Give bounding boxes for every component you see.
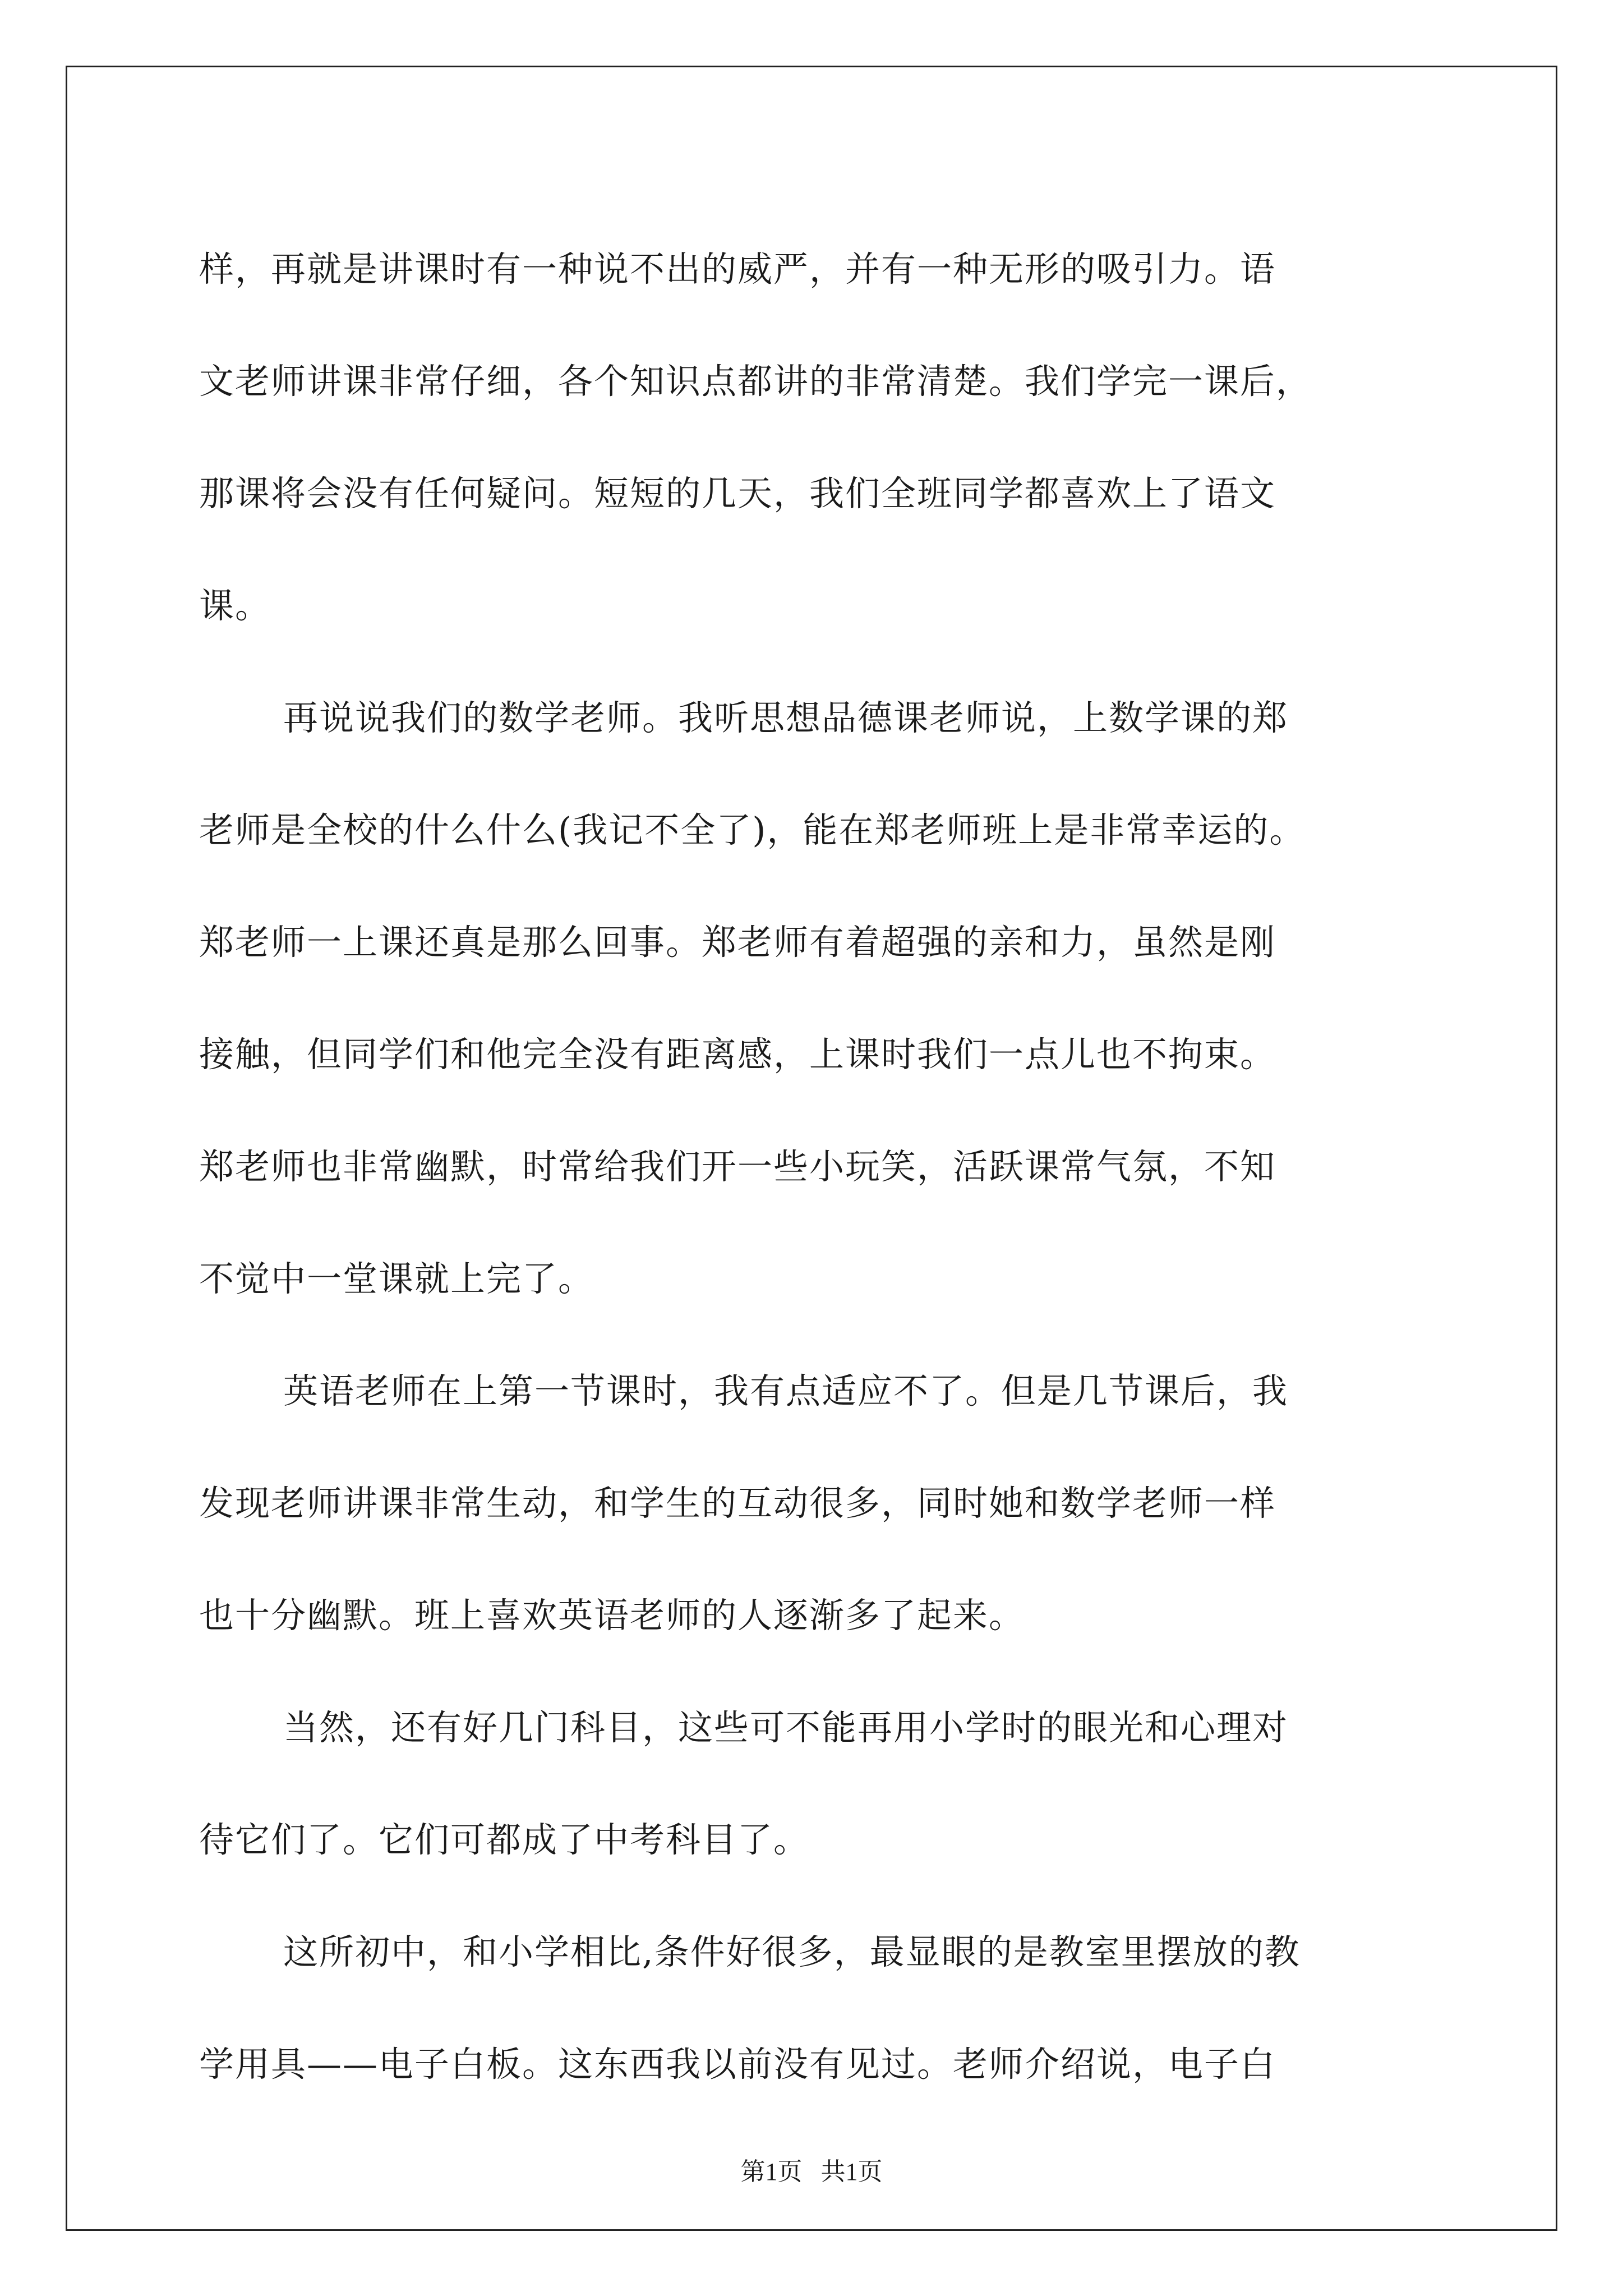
- page-number-footer: 第1页 共1页: [740, 2158, 883, 2185]
- text-line: 郑老师也非常幽默，时常给我们开一些小玩笑，活跃课常气氛，不知: [199, 1146, 1276, 1187]
- text-line: 郑老师一上课还真是那么回事。郑老师有着超强的亲和力，虽然是刚: [199, 922, 1276, 963]
- paragraph-first-line: 这所初中，和小学相比,条件好很多，最显眼的是教室里摆放的教: [283, 1931, 1301, 1972]
- paragraph-first-line: 英语老师在上第一节课时，我有点适应不了。但是几节课后，我: [283, 1370, 1289, 1411]
- text-line: 那课将会没有任何疑问。短短的几天，我们全班同学都喜欢上了语文: [199, 473, 1276, 514]
- text-line: 待它们了。它们可都成了中考科目了。: [199, 1819, 810, 1860]
- text-line: 课。: [199, 585, 271, 626]
- text-line: 也十分幽默。班上喜欢英语老师的人逐渐多了起来。: [199, 1595, 1025, 1636]
- paragraph-first-line: 再说说我们的数学老师。我听思想品德课老师说，上数学课的郑: [283, 697, 1289, 738]
- text-line: 老师是全校的什么什么(我记不全了)，能在郑老师班上是非常幸运的。: [199, 809, 1306, 850]
- text-line: 样，再就是讲课时有一种说不出的威严，并有一种无形的吸引力。语: [199, 249, 1276, 289]
- text-line: 发现老师讲课非常生动，和学生的互动很多，同时她和数学老师一样: [199, 1483, 1276, 1524]
- text-line: 接触，但同学们和他完全没有距离感，上课时我们一点儿也不拘束。: [199, 1034, 1276, 1075]
- text-line: 学用具——电子白板。这东西我以前没有见过。老师介绍说，电子白: [199, 2044, 1276, 2085]
- paragraph-first-line: 当然，还有好几门科目，这些可不能再用小学时的眼光和心理对: [283, 1707, 1289, 1748]
- text-line: 不觉中一堂课就上完了。: [199, 1258, 594, 1299]
- document-body: [199, 213, 1427, 2120]
- text-line: 文老师讲课非常仔细，各个知识点都讲的非常清楚。我们学完一课后，: [199, 361, 1312, 402]
